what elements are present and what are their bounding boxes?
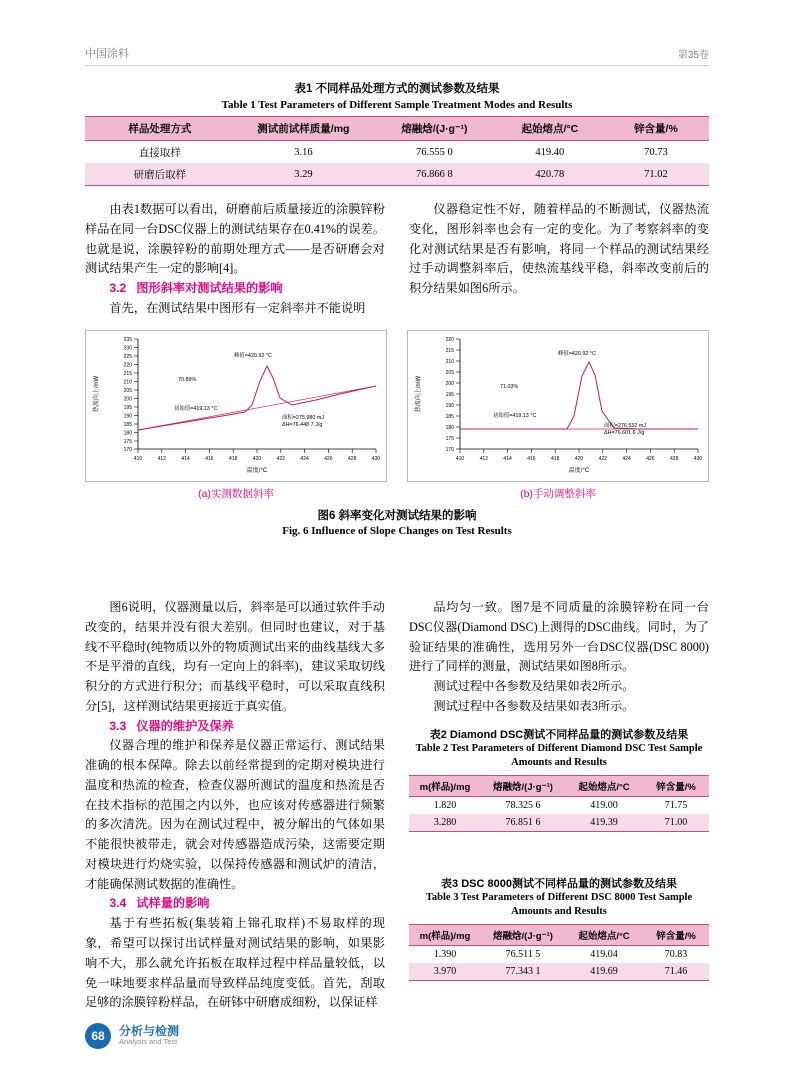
table-header-row [409, 776, 709, 797]
table-row [409, 797, 709, 815]
table3-r0c1: 76.511 5 [505, 949, 541, 961]
page-number: 68 [85, 1023, 111, 1049]
table2-r1c0: 3.280 [409, 814, 481, 832]
table3-col-1: 熔融焓/(J·g⁻¹) [481, 925, 565, 946]
figure6-title-en: Fig. 6 Influence of Slope Changes on Test Results [282, 525, 512, 537]
svg-text:面积=275.980 mJ: 面积=275.980 mJ [282, 415, 325, 421]
table2 [409, 775, 709, 832]
svg-text:230: 230 [123, 345, 132, 352]
table-row [409, 963, 709, 981]
section-number: 3.2 [109, 281, 127, 296]
svg-text:180: 180 [123, 430, 132, 437]
table3-col-2: 起始熔点/°C [565, 925, 643, 946]
table-header-row [85, 117, 709, 141]
svg-text:170: 170 [445, 447, 454, 453]
svg-text:420: 420 [574, 456, 584, 462]
section-heading-3-2 [85, 279, 385, 299]
figure6b-wrap [407, 330, 709, 501]
svg-text:418: 418 [551, 456, 560, 462]
figure6a-wrap [85, 330, 387, 501]
table1-r0c2: 76.555 0 [416, 146, 453, 158]
table1-col-2: 熔融焓/(J·g⁻¹) [372, 117, 497, 141]
table3-r1c3: 71.46 [643, 963, 709, 981]
paragraph: 由表1数据可以看出，研磨前后质量接近的涂膜锌粉样品在同一台DSC仪器上的测试结果存在0.41%的误差。也就是说，涂膜锌粉的前期处理方式——是否研磨会对测试结果产生一定的影响[4]。 [85, 202, 385, 276]
section-heading-3-4 [85, 894, 385, 914]
svg-text:185: 185 [445, 414, 454, 420]
table1-col-0: 样品处理方式 [85, 117, 235, 141]
svg-text:215: 215 [123, 371, 132, 377]
page-footer [85, 1023, 709, 1049]
table2-r0c1: 78.325 6 [505, 800, 541, 812]
table1-r1c1: 3.29 [235, 163, 372, 186]
table1-title-en: Table 1 Test Parameters of Different Sample Treatment Modes and Results [221, 99, 573, 111]
table-row [409, 946, 709, 964]
table1-r0c1: 3.16 [294, 146, 313, 158]
table3-block [409, 875, 709, 981]
section-title: 图形斜率对测试结果的影响 [136, 281, 283, 296]
section-title: 仪器的维护及保养 [136, 718, 234, 733]
table1-r1c4: 71.02 [603, 163, 709, 186]
svg-text:205: 205 [123, 388, 132, 394]
table3 [409, 924, 709, 981]
table2-block [409, 726, 709, 832]
svg-text:215: 215 [445, 348, 454, 354]
table3-col-3: 锌含量/% [643, 925, 709, 946]
table2-r0c0: 1.820 [433, 800, 457, 812]
svg-text:初始值=419.13 °C: 初始值=419.13 °C [493, 413, 537, 419]
footer-section-en: Analysis and Test [119, 1037, 178, 1047]
paragraph: 测试过程中各参数及结果如表2所示。 [433, 679, 635, 694]
table1-r1c0: 研磨后取样 [85, 163, 235, 186]
svg-text:200: 200 [445, 381, 454, 387]
svg-text:面积=276.532 mJ: 面积=276.532 mJ [604, 423, 647, 429]
svg-text:416: 416 [527, 456, 536, 462]
table3-r1c1: 77.343 1 [481, 963, 565, 981]
figure6b-caption: (b)手动调整斜率 [520, 488, 596, 500]
svg-text:428: 428 [348, 456, 357, 462]
svg-text:200: 200 [123, 396, 132, 403]
page-header [85, 45, 709, 66]
table2-col-0: m(样品)/mg [409, 776, 481, 797]
svg-text:225: 225 [123, 354, 132, 360]
svg-text:420: 420 [252, 456, 262, 462]
table2-r1c3: 71.00 [643, 814, 709, 832]
svg-text:175: 175 [445, 436, 454, 442]
svg-text:70.89%: 70.89% [178, 377, 197, 383]
svg-text:71.03%: 71.03% [500, 384, 519, 390]
paragraph: 仪器稳定性不好，随着样品的不断测试，仪器热流变化，图形斜率也会有一定的变化。为了考察斜率的变化对测试结果是否有影响，将同一个样品的测试结果经过手动调整斜率后，使热流基线平稳，斜率改变前后的积分结果如图6所示。 [409, 202, 709, 296]
paragraph: 图6说明，仪器测量以后，斜率是可以通过软件手动改变的，结果并没有很大差别。但同时也建议，对于基线不平稳时(纯物质以外的物质测试出来的曲线基线大多不是平滑的直线，均有一定向上的斜率)，建议采取切线积分的方式进行积分；而基线平稳时，可以采取直线积分[5]，这样测试结果更接近于真实值。 [85, 600, 385, 713]
svg-text:初始值=419.13 °C: 初始值=419.13 °C [174, 406, 218, 412]
table2-col-3: 锌含量/% [643, 776, 709, 797]
svg-text:180: 180 [445, 425, 454, 431]
svg-text:170: 170 [123, 447, 132, 453]
svg-text:热流向上/mW: 热流向上/mW [416, 375, 422, 413]
svg-text:210: 210 [445, 359, 454, 365]
section-number: 3.3 [109, 718, 127, 733]
chart-fig6a [85, 330, 387, 482]
svg-text:195: 195 [123, 405, 132, 411]
svg-text:412: 412 [479, 456, 488, 462]
table2-r1c2: 419.39 [565, 814, 643, 832]
table3-r1c2: 419.69 [565, 963, 643, 981]
table3-r0c3: 70.83 [664, 949, 688, 961]
section-heading-3-3 [85, 717, 385, 737]
fig6b-svg [408, 331, 708, 481]
journal-name: 中国涂料 [85, 48, 129, 60]
body-right-top [409, 200, 709, 299]
figure6a-caption: (a)实测数据斜率 [198, 488, 274, 500]
svg-text:416: 416 [205, 456, 214, 462]
svg-text:ΔH=76.448 7 J/g: ΔH=76.448 7 J/g [282, 422, 323, 428]
figure6-block [85, 330, 709, 537]
table2-col-1: 熔融焓/(J·g⁻¹) [481, 776, 565, 797]
svg-text:422: 422 [598, 456, 607, 462]
svg-text:热流向上/mW: 热流向上/mW [94, 375, 100, 413]
section-title: 试样量的影响 [136, 896, 210, 911]
volume-label: 第35卷 [677, 50, 709, 61]
svg-text:220: 220 [123, 362, 132, 369]
paragraph: 测试过程中各参数及结果如表3所示。 [433, 698, 635, 713]
table1-r0c4: 70.73 [644, 146, 668, 158]
paragraph: 首先，在测试结果中图形有一定斜率并不能说明 [109, 300, 366, 315]
table1-r1c3: 420.78 [497, 163, 603, 186]
table3-title: 表3 DSC 8000测试不同样品量的测试参数及结果 [441, 878, 677, 890]
svg-text:414: 414 [181, 456, 190, 462]
svg-text:195: 195 [445, 392, 454, 398]
svg-text:峰值=420.92 °C: 峰值=420.92 °C [558, 351, 596, 357]
svg-text:410: 410 [133, 456, 143, 462]
table1-col-1: 测试前试样质量/mg [235, 117, 372, 141]
svg-text:428: 428 [670, 456, 679, 462]
paragraph: 品均匀一致。图7是不同质量的涂膜锌粉在同一台DSC仪器(Diamond DSC)上测得的DSC曲线。同时，为了验证结果的准确性，选用另外一台DSC仪器(DSC 8000)进行了同样的测量，测试结果如图8所示。 [409, 600, 709, 674]
svg-text:210: 210 [123, 379, 132, 386]
svg-text:190: 190 [445, 403, 454, 409]
section-number: 3.4 [109, 896, 127, 911]
svg-text:426: 426 [324, 456, 333, 462]
body-left-top [85, 200, 385, 319]
svg-text:424: 424 [300, 456, 309, 462]
footer-section-cn: 分析与检测 [119, 1024, 180, 1039]
svg-text:ΔH=76.601 6 J/g: ΔH=76.601 6 J/g [604, 430, 645, 436]
svg-text:峰值=420.92 °C: 峰值=420.92 °C [234, 353, 272, 359]
svg-text:424: 424 [622, 456, 631, 462]
table2-col-2: 起始熔点/°C [565, 776, 643, 797]
table1-title: 表1 不同样品处理方式的测试参数及结果 [294, 83, 500, 95]
svg-text:412: 412 [157, 456, 166, 462]
svg-text:205: 205 [445, 370, 454, 376]
table3-r0c0: 1.390 [433, 949, 457, 961]
figure6-title: 图6 斜率变化对测试结果的影响 [317, 510, 477, 522]
body-left-bottom [85, 598, 385, 1013]
table1-col-4: 锌含量/% [603, 117, 709, 141]
svg-text:430: 430 [693, 456, 703, 462]
svg-text:422: 422 [276, 456, 285, 462]
table1-r1c2: 76.866 8 [372, 163, 497, 186]
fig6a-svg [86, 331, 386, 481]
table2-r0c2: 419.00 [590, 800, 618, 812]
table3-title-en: Table 3 Test Parameters of Different DSC 8000 Test Sample Amounts and Results [425, 892, 693, 918]
table2-r0c3: 71.75 [664, 800, 688, 812]
svg-text:410: 410 [455, 456, 465, 462]
table1-col-3: 起始熔点/°C [497, 117, 603, 141]
table3-r0c2: 419.04 [590, 949, 618, 961]
svg-text:185: 185 [123, 422, 132, 428]
table1-r0c0: 直接取样 [138, 147, 181, 159]
table-row [409, 814, 709, 832]
table-row [85, 163, 709, 186]
chart-fig6b [407, 330, 709, 482]
table3-r1c0: 3.970 [409, 963, 481, 981]
body-right-bottom [409, 598, 709, 717]
svg-text:426: 426 [646, 456, 655, 462]
svg-text:418: 418 [229, 456, 238, 462]
paragraph: 仪器合理的维护和保养是仪器正常运行、测试结果准确的根本保障。除去以前经常提到的定期对模块进行温度和热流的检查，检查仪器所测试的温度和热流是否在技术指标的范围之内以外，也应该对传感器进行频繁的多次清洗。因为在测试过程中，被分解出的气体如果不能很快被带走，就会对传感器造成污染，这需要定期对模块进行灼烧实验，以保持传感器和测试炉的清洁，才能确保测试数据的准确性。 [85, 738, 385, 891]
table1-block [85, 80, 709, 186]
table2-r1c1: 76.851 6 [481, 814, 565, 832]
footer-section [119, 1025, 179, 1046]
svg-text:175: 175 [123, 439, 132, 445]
table-row [85, 141, 709, 164]
svg-text:430: 430 [371, 456, 381, 462]
table-header-row [409, 925, 709, 946]
table1 [85, 116, 709, 186]
svg-text:235: 235 [123, 337, 132, 343]
paragraph: 基于有些拓板(集装箱上锦孔取样)不易取样的现象，希望可以探讨出试样量对测试结果的影响，如果影响不大，那么就允许拓板在取样过程中样品量较低，以免一味地要求样品量而导致样品纯度变低。首先，刮取足够的涂膜锌粉样品，在研钵中研磨成细粉，以保证样 [85, 916, 385, 1010]
table3-col-0: m(样品)/mg [409, 925, 481, 946]
svg-text:220: 220 [445, 337, 454, 343]
svg-text:190: 190 [123, 413, 132, 420]
table2-title-en: Table 2 Test Parameters of Different Diamond DSC Test Sample Amounts and Results [415, 743, 703, 769]
svg-text:温度/°C: 温度/°C [568, 468, 590, 474]
table2-title: 表2 Diamond DSC测试不同样品量的测试参数及结果 [429, 729, 689, 741]
table1-r0c3: 419.40 [535, 146, 565, 158]
svg-text:414: 414 [503, 456, 512, 462]
svg-text:温度/°C: 温度/°C [246, 468, 268, 474]
